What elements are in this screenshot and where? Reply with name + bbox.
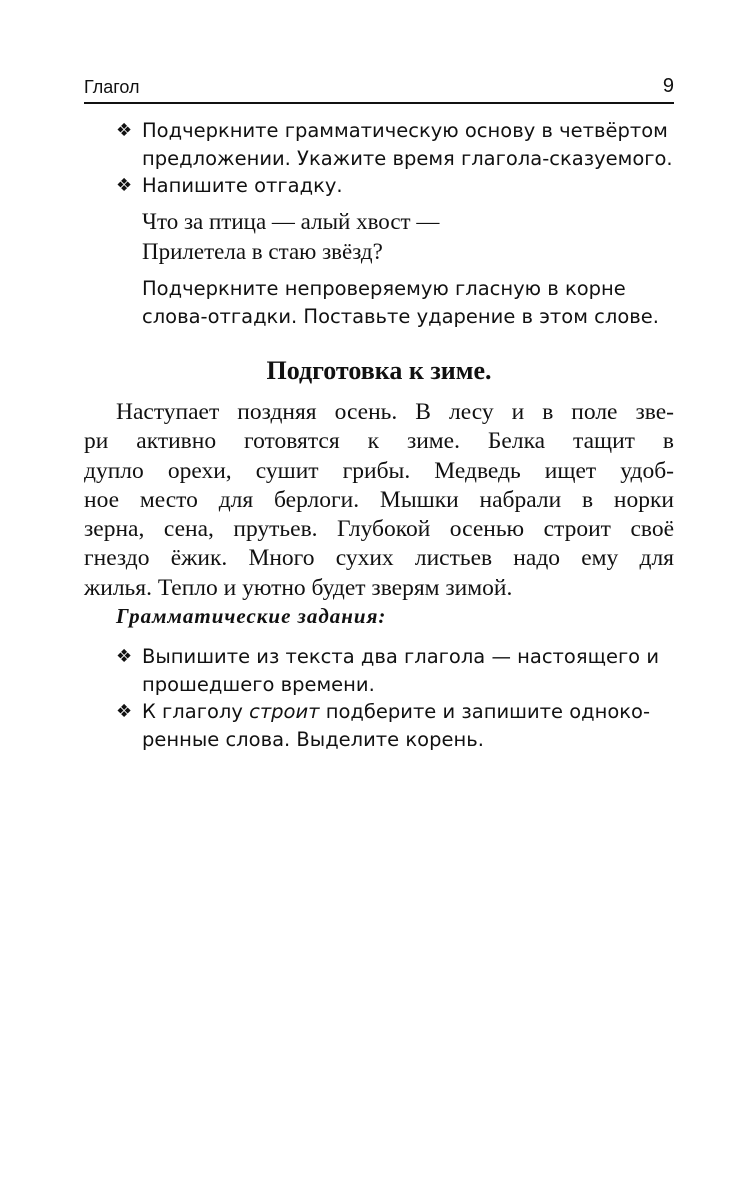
task-text: К глаголу <box>142 700 250 723</box>
poem-line: Прилетела в стаю звёзд? <box>142 239 383 264</box>
task-text-line: ренные слова. Выделите корень. <box>142 728 484 751</box>
story-line: дупло орехи, сушит грибы. Медведь ищет удоб- <box>84 457 674 484</box>
task-text-line <box>142 698 676 726</box>
italic-verb: строит <box>249 700 320 723</box>
story-line: жилья. Тепло и уютно будет зверям зимой. <box>84 574 513 601</box>
riddle-poem <box>142 207 662 267</box>
riddle-task <box>142 275 676 331</box>
diamond-bullet-icon: ❖ <box>116 701 133 722</box>
diamond-bullet-icon: ❖ <box>116 175 133 196</box>
task-item <box>116 643 676 699</box>
story-line: ное место для берлоги. Мышки набрали в норки <box>84 486 674 513</box>
diamond-bullet-icon: ❖ <box>116 646 133 667</box>
task-text-line: предложении. Укажите время глагола-сказуемого. <box>142 147 673 170</box>
running-header <box>84 76 674 104</box>
task-item <box>116 172 676 200</box>
story-line: гнездо ёжик. Много сухих листьев надо ему для <box>84 545 674 572</box>
poem-line: Что за птица — алый хвост — <box>142 209 440 234</box>
task-item <box>116 698 676 754</box>
story-line: Наступает поздняя осень. В лесу и в поле зве- <box>116 399 674 425</box>
task-item <box>116 117 676 173</box>
grammar-heading: Грамматические задания: <box>116 604 387 628</box>
diamond-bullet-icon: ❖ <box>116 120 133 141</box>
task-text: подберите и запишите одноко- <box>319 700 651 723</box>
story-title: Подготовка к зиме. <box>266 356 492 385</box>
page-number: 9 <box>662 75 674 97</box>
task-text-line: Подчеркните непроверяемую гласную в корне <box>142 277 626 300</box>
task-text-line: Выпишите из текста два глагола — настоящего и <box>142 645 659 668</box>
story-line: зерна, сена, прутьев. Глубокой осенью строит своё <box>84 516 674 543</box>
task-text-line: прошедшего времени. <box>142 673 375 696</box>
task-text-line: слова-отгадки. Поставьте ударение в этом слове. <box>142 305 659 328</box>
section-title: Глагол <box>84 77 140 97</box>
task-text-line: Подчеркните грамматическую основу в четвёртом <box>142 119 668 142</box>
story-text <box>84 398 674 603</box>
story-line: ри активно готовятся к зиме. Белка тащит в <box>84 428 674 455</box>
task-text-line: Напишите отгадку. <box>142 174 343 197</box>
